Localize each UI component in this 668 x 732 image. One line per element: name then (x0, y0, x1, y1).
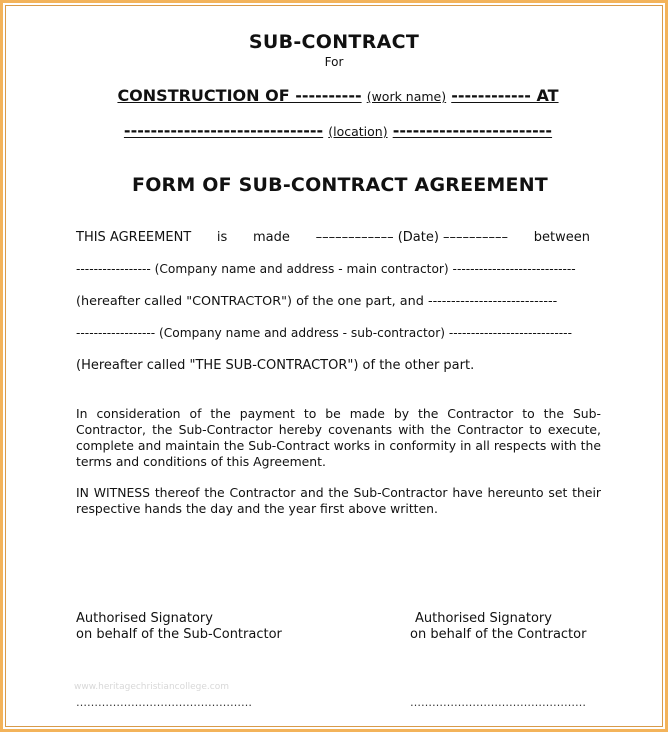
watermark-text: www.heritagechristiancollege.com (74, 682, 229, 692)
witness-paragraph: IN WITNESS thereof the Contractor and the Sub-Contractor have hereunto set their respective hands the day and the year first above written. (76, 485, 601, 516)
construction-suffix: ------------ AT (451, 86, 559, 105)
agreement-part-1: THIS AGREEMENT (76, 230, 192, 245)
construction-prefix: CONSTRUCTION OF ---------- (117, 86, 362, 105)
construction-line (0, 86, 668, 105)
signatory-left-title: Authorised Signatory (76, 611, 213, 626)
main-contractor-line: ----------------- (Company name and address - main contractor) ---------------------------- (76, 262, 576, 276)
form-title: FORM OF SUB-CONTRACT AGREEMENT (132, 174, 548, 196)
date-placeholder: –––––––––––– (Date) –––––––––– (315, 230, 509, 245)
hereafter-contractor-line: (hereafter called "CONTRACTOR") of the one part, and ---------------------------- (76, 294, 558, 309)
agreement-part-5: between (533, 230, 590, 245)
agreement-line (76, 230, 590, 245)
signature-line-right: ………………………………………… (410, 696, 586, 709)
signatory-right (410, 611, 586, 643)
consideration-paragraph: In consideration of the payment to be made by the Contractor to the Sub-Contractor, the Sub-Contractor hereby covenants with the Contractor to execute, complete and maintain the Sub-Contract works in conformity in all respects with the terms and conditions of this Agreement. (76, 406, 601, 469)
work-name-placeholder: (work name) (366, 89, 447, 104)
agreement-part-3: made (253, 230, 290, 245)
signatory-left (76, 611, 282, 643)
signatory-left-behalf: on behalf of the Sub-Contractor (76, 627, 282, 642)
signatory-right-title: Authorised Signatory (415, 611, 552, 626)
location-placeholder: (location) (328, 124, 388, 139)
signature-line-left: ………………………………………… (76, 696, 252, 709)
signatory-right-behalf: on behalf of the Contractor (410, 627, 587, 642)
document-title: SUB-CONTRACT (248, 31, 420, 53)
location-right-dashes: ------------------------ (392, 121, 553, 140)
location-left-dashes: ------------------------------ (123, 121, 324, 140)
for-label: For (324, 55, 344, 69)
hereafter-sub-contractor-line: (Hereafter called "THE SUB-CONTRACTOR") of the other part. (76, 358, 475, 373)
sub-contractor-line: ------------------ (Company name and address - sub-contractor) ---------------------------- (76, 326, 572, 340)
location-line (0, 121, 668, 140)
agreement-part-2: is (216, 230, 228, 245)
